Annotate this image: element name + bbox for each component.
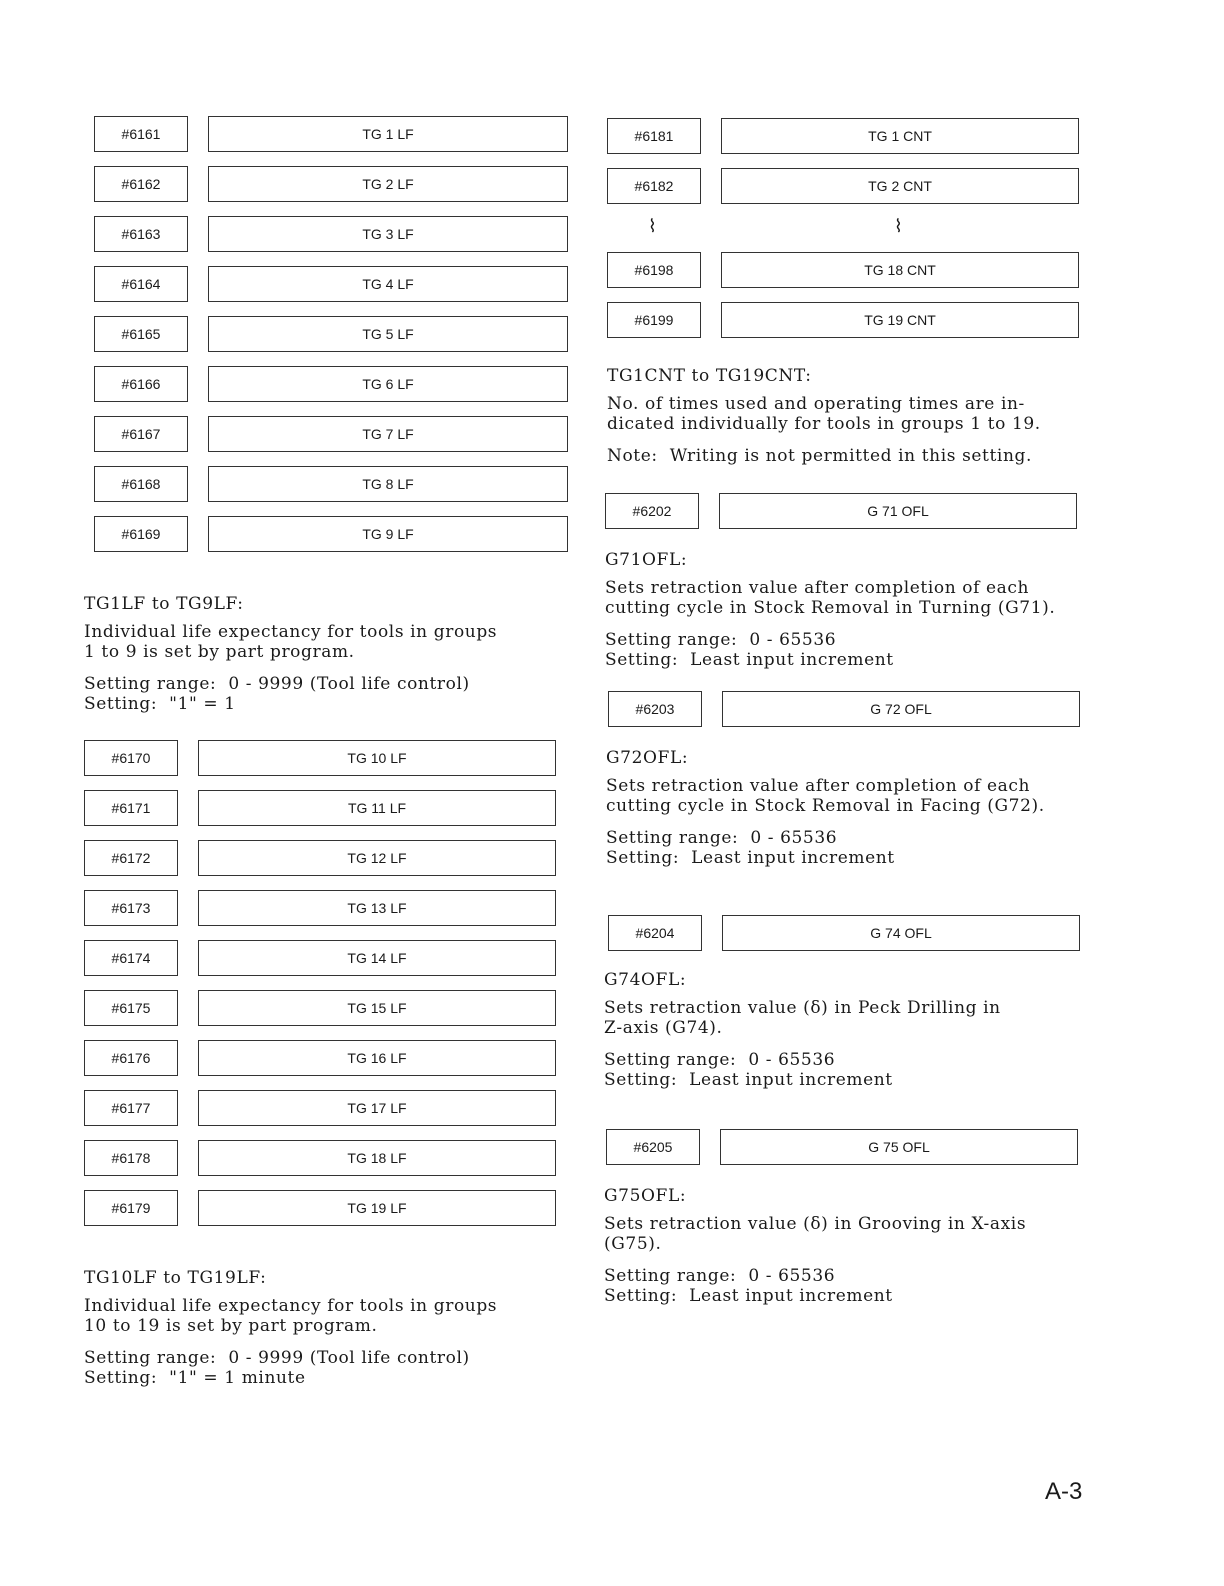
register-number: #6182 (607, 168, 701, 204)
description-line: No. of times used and operating times are in- (607, 394, 1025, 414)
register-name: G 75 OFL (720, 1129, 1078, 1165)
continuation-mark: ⌇ (894, 216, 903, 237)
g75-block (606, 1129, 1081, 1169)
description-line: 1 to 9 is set by part program. (84, 642, 355, 662)
register-number: #6199 (607, 302, 701, 338)
g72-text (606, 730, 1045, 868)
register-name: TG 2 LF (208, 166, 568, 202)
register-number: #6161 (94, 116, 188, 152)
register-name: TG 18 LF (198, 1140, 556, 1176)
g71-block (605, 493, 1080, 533)
section-heading: G72OFL: (606, 748, 689, 768)
register-number: #6173 (84, 890, 178, 926)
right-cnt-text (607, 348, 1041, 466)
right-cnt-group (607, 118, 1082, 348)
register-name: TG 4 LF (208, 266, 568, 302)
register-number: #6202 (605, 493, 699, 529)
description-line: Sets retraction value after completion of each (605, 578, 1030, 598)
register-name: TG 5 LF (208, 316, 568, 352)
register-name: TG 1 CNT (721, 118, 1079, 154)
register-number: #6169 (94, 516, 188, 552)
description-line: 10 to 19 is set by part program. (84, 1316, 378, 1336)
setting-unit: Setting: Least input increment (605, 650, 894, 670)
register-number: #6167 (94, 416, 188, 452)
register-name: TG 9 LF (208, 516, 568, 552)
register-name: TG 19 CNT (721, 302, 1079, 338)
setting-range: Setting range: 0 - 65536 (605, 630, 837, 650)
register-name: TG 1 LF (208, 116, 568, 152)
register-number: #6205 (606, 1129, 700, 1165)
register-name: TG 14 LF (198, 940, 556, 976)
register-number: #6178 (84, 1140, 178, 1176)
register-name: TG 15 LF (198, 990, 556, 1026)
register-number: #6172 (84, 840, 178, 876)
register-number: #6179 (84, 1190, 178, 1226)
register-number: #6165 (94, 316, 188, 352)
register-number: #6163 (94, 216, 188, 252)
description-line: cutting cycle in Stock Removal in Turning (G71). (605, 598, 1056, 618)
register-number: #6203 (608, 691, 702, 727)
register-number: #6176 (84, 1040, 178, 1076)
register-name: TG 11 LF (198, 790, 556, 826)
left-group2-text (84, 1250, 497, 1388)
description-line: Sets retraction value (δ) in Grooving in X-axis (604, 1214, 1027, 1234)
register-number: #6181 (607, 118, 701, 154)
register-name: G 74 OFL (722, 915, 1080, 951)
section-heading: G71OFL: (605, 550, 688, 570)
setting-unit: Setting: "1" = 1 (84, 694, 236, 714)
setting-range: Setting range: 0 - 9999 (Tool life control) (84, 1348, 470, 1368)
setting-range: Setting range: 0 - 65536 (604, 1050, 836, 1070)
description-line: cutting cycle in Stock Removal in Facing (G72). (606, 796, 1045, 816)
continuation-mark: ⌇ (648, 216, 657, 237)
register-number: #6177 (84, 1090, 178, 1126)
register-number: #6204 (608, 915, 702, 951)
note: Note: Writing is not permitted in this setting. (607, 446, 1032, 466)
section-heading: TG10LF to TG19LF: (84, 1268, 267, 1288)
register-name: TG 13 LF (198, 890, 556, 926)
register-name: TG 12 LF (198, 840, 556, 876)
setting-unit: Setting: Least input increment (606, 848, 895, 868)
register-name: TG 2 CNT (721, 168, 1079, 204)
register-number: #6170 (84, 740, 178, 776)
setting-unit: Setting: Least input increment (604, 1286, 893, 1306)
description-line: Sets retraction value after completion of each (606, 776, 1031, 796)
register-name: TG 18 CNT (721, 252, 1079, 288)
register-name: TG 16 LF (198, 1040, 556, 1076)
register-name: TG 10 LF (198, 740, 556, 776)
setting-range: Setting range: 0 - 65536 (606, 828, 838, 848)
description-line: (G75). (604, 1234, 662, 1254)
g72-block (608, 691, 1083, 731)
register-number: #6164 (94, 266, 188, 302)
g75-text (604, 1168, 1026, 1306)
section-heading: TG1LF to TG9LF: (84, 594, 244, 614)
register-number: #6198 (607, 252, 701, 288)
description-line: Z-axis (G74). (604, 1018, 723, 1038)
register-name: TG 8 LF (208, 466, 568, 502)
description-line: Individual life expectancy for tools in groups (84, 622, 498, 642)
g74-block (608, 915, 1083, 955)
g74-text (604, 952, 1001, 1090)
register-name: G 71 OFL (719, 493, 1077, 529)
register-number: #6174 (84, 940, 178, 976)
register-name: G 72 OFL (722, 691, 1080, 727)
register-name: TG 19 LF (198, 1190, 556, 1226)
setting-unit: Setting: Least input increment (604, 1070, 893, 1090)
page-number: A-3 (1045, 1478, 1083, 1505)
setting-range: Setting range: 0 - 65536 (604, 1266, 836, 1286)
left-group1-text (84, 576, 497, 714)
register-number: #6168 (94, 466, 188, 502)
setting-unit: Setting: "1" = 1 minute (84, 1368, 306, 1388)
register-name: TG 3 LF (208, 216, 568, 252)
register-number: #6166 (94, 366, 188, 402)
register-number: #6175 (84, 990, 178, 1026)
register-name: TG 17 LF (198, 1090, 556, 1126)
register-number: #6171 (84, 790, 178, 826)
section-heading: TG1CNT to TG19CNT: (607, 366, 812, 386)
setting-range: Setting range: 0 - 9999 (Tool life control) (84, 674, 470, 694)
description-line: dicated individually for tools in groups 1 to 19. (607, 414, 1041, 434)
g71-text (605, 532, 1055, 670)
description-line: Sets retraction value (δ) in Peck Drilling in (604, 998, 1001, 1018)
register-number: #6162 (94, 166, 188, 202)
section-heading: G74OFL: (604, 970, 687, 990)
section-heading: G75OFL: (604, 1186, 687, 1206)
description-line: Individual life expectancy for tools in groups (84, 1296, 498, 1316)
register-name: TG 7 LF (208, 416, 568, 452)
register-name: TG 6 LF (208, 366, 568, 402)
